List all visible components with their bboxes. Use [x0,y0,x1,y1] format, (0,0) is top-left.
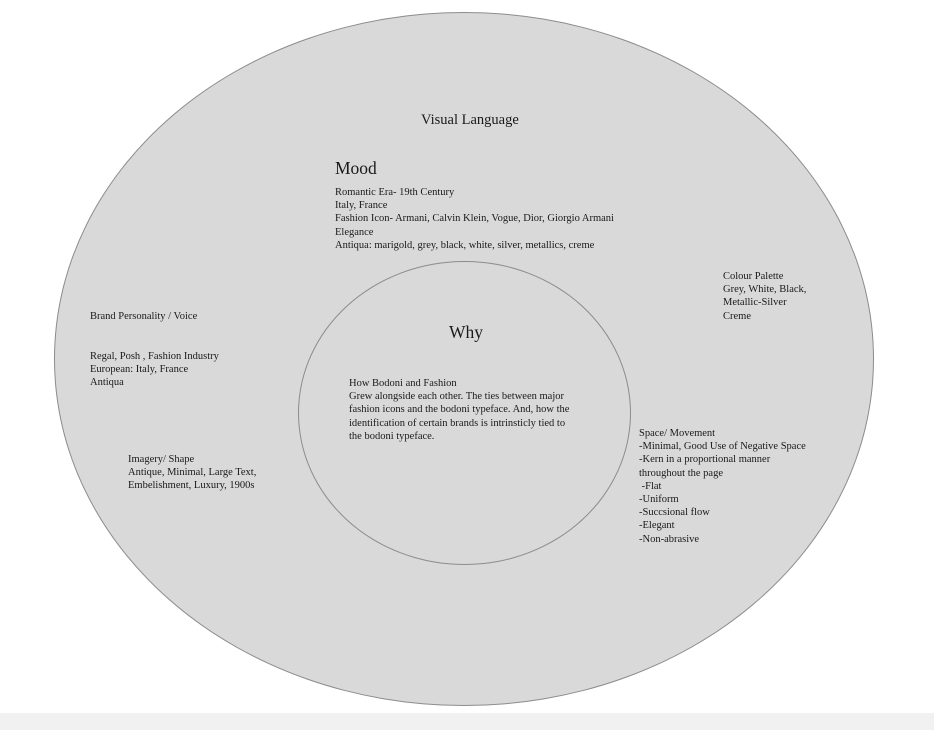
mood-line: Italy, France [335,200,388,212]
brand-personality-text [90,350,219,390]
why-line: How Bodoni and Fashion [349,378,457,389]
space-movement-line: -Uniform [639,494,679,506]
brand-personality-line: Regal, Posh , Fashion Industry [90,351,219,362]
space-movement-line: -Succsional flow [639,507,710,519]
colour-palette-line: Creme [723,310,751,322]
space-movement-line: -Minimal, Good Use of Negative Space [639,441,806,453]
space-movement-line: -Flat [639,480,662,492]
space-movement-line: -Kern in a proportional manner [639,454,771,466]
page-bottom-strip [0,713,934,730]
brand-personality-line: Antiqua [90,377,124,389]
space-movement-line: Space/ Movement [639,428,716,439]
mood-line: Antiqua: marigold, grey, black, white, silver, metallics, creme [335,239,595,251]
imagery-text [128,453,256,493]
space-movement-line: throughout the page [639,467,723,479]
space-movement-line: -Elegant [639,520,675,532]
imagery-line: Imagery/ Shape [128,454,195,465]
colour-palette-line: Colour Palette [723,271,784,282]
space-movement-text [639,427,806,546]
why-line: the bodoni typeface. [349,430,435,442]
imagery-line: Embelishment, Luxury, 1900s [128,480,255,492]
colour-palette-line: Metallic-Silver [723,297,787,309]
why-text [349,377,569,443]
why-line: fashion icons and the bodoni typeface. And, how the [349,404,570,416]
diagram-title: Visual Language [421,112,519,128]
space-movement-line: -Non-abrasive [639,533,700,545]
mood-line: Elegance [335,226,374,238]
mood-line: Romantic Era- 19th Century [335,187,455,198]
imagery-line: Antique, Minimal, Large Text, [128,467,257,479]
brand-personality-line: European: Italy, France [90,364,189,376]
mood-text [335,186,614,252]
brand-personality-heading: Brand Personality / Voice [90,311,198,322]
colour-palette-text [723,270,806,323]
why-heading: Why [449,322,484,342]
why-line: identification of certain brands is intrinsticly tied to [349,417,566,429]
why-line: Grew alongside each other. The ties between major [349,391,564,403]
mood-line: Fashion Icon- Armani, Calvin Klein, Vogue, Dior, Giorgio Armani [335,213,614,225]
mood-heading: Mood [335,158,377,178]
colour-palette-line: Grey, White, Black, [723,284,807,296]
